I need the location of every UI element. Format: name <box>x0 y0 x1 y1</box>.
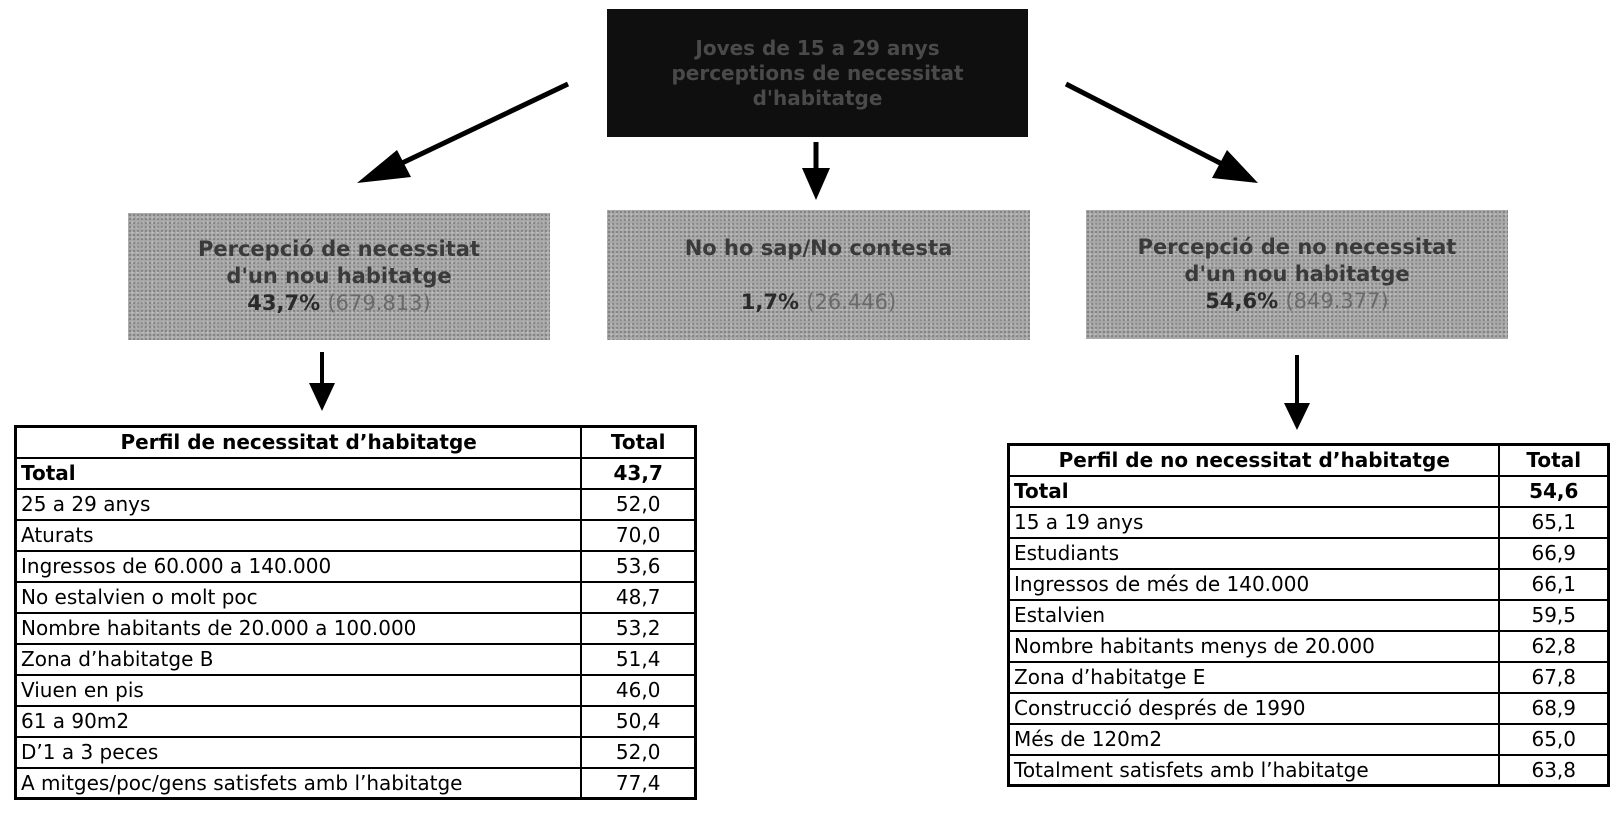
root-node-line: Joves de 15 a 29 anys <box>695 35 940 60</box>
table-row <box>1009 631 1609 662</box>
root-node-line: d'habitatge <box>752 85 883 110</box>
row-value: 59,5 <box>1499 600 1608 631</box>
table-total-row <box>16 458 696 489</box>
row-label: A mitges/poc/gens satisfets amb l’habitatge <box>16 768 582 799</box>
table-row <box>16 551 696 582</box>
arrow-to-left-box <box>357 84 568 183</box>
table-row <box>16 613 696 644</box>
row-label: Zona d’habitatge E <box>1009 662 1500 693</box>
table-row <box>16 582 696 613</box>
row-label: Nombre habitants menys de 20.000 <box>1009 631 1500 662</box>
no-answer-box <box>607 210 1030 340</box>
row-value: 68,9 <box>1499 693 1608 724</box>
no-answer-title: No ho sap/No contesta <box>684 235 953 260</box>
table-row <box>1009 507 1609 538</box>
row-label: D’1 a 3 peces <box>16 737 582 768</box>
row-label: Ingressos de 60.000 a 140.000 <box>16 551 582 582</box>
table-row <box>1009 693 1609 724</box>
row-value: 77,4 <box>581 768 695 799</box>
table-row <box>1009 724 1609 755</box>
no-answer-count: (26.446) <box>806 289 897 314</box>
row-value: 66,9 <box>1499 538 1608 569</box>
table-row <box>16 706 696 737</box>
row-value: 70,0 <box>581 520 695 551</box>
row-label: 25 a 29 anys <box>16 489 582 520</box>
table-row <box>16 520 696 551</box>
row-value: 48,7 <box>581 582 695 613</box>
arrow-to-center-box <box>802 142 830 200</box>
row-label: Més de 120m2 <box>1009 724 1500 755</box>
total-value: 43,7 <box>581 458 695 489</box>
table-row <box>1009 538 1609 569</box>
need-count: (679.813) <box>327 291 431 315</box>
no-need-perception-value <box>1205 288 1388 315</box>
table-row <box>1009 755 1609 786</box>
table-row <box>1009 569 1609 600</box>
arrow-to-right-box <box>1066 84 1258 183</box>
row-value: 67,8 <box>1499 662 1608 693</box>
row-value: 66,1 <box>1499 569 1608 600</box>
row-value: 52,0 <box>581 489 695 520</box>
no-answer-percentage: 1,7% <box>740 289 800 314</box>
arrow-to-right-table <box>1284 355 1310 430</box>
column-header-total: Total <box>1499 445 1608 476</box>
row-label: Viuen en pis <box>16 675 582 706</box>
need-perception-box <box>128 213 550 340</box>
need-perception-title: Percepció de necessitat <box>197 237 480 261</box>
table-row <box>16 737 696 768</box>
row-value: 46,0 <box>581 675 695 706</box>
table-header-row <box>16 427 696 458</box>
row-value: 52,0 <box>581 737 695 768</box>
root-node-line: perceptions de necessitat <box>671 60 964 85</box>
arrow-to-left-table <box>309 352 335 411</box>
no-need-count: (849.377) <box>1285 289 1389 313</box>
table-row <box>16 489 696 520</box>
row-value: 53,6 <box>581 551 695 582</box>
column-header-total: Total <box>581 427 695 458</box>
no-need-percentage: 54,6% <box>1205 289 1279 313</box>
row-label: 61 a 90m2 <box>16 706 582 737</box>
table-total-row <box>1009 476 1609 507</box>
table-row <box>1009 600 1609 631</box>
row-label: Aturats <box>16 520 582 551</box>
row-value: 62,8 <box>1499 631 1608 662</box>
need-perception-subtitle: d'un nou habitatge <box>226 264 452 288</box>
total-value: 54,6 <box>1499 476 1608 507</box>
table-header-row <box>1009 445 1609 476</box>
no-answer-value <box>741 289 896 316</box>
column-header-profile: Perfil de no necessitat d’habitatge <box>1009 445 1500 476</box>
table-row <box>1009 662 1609 693</box>
row-value: 65,0 <box>1499 724 1608 755</box>
no-need-perception-subtitle: d'un nou habitatge <box>1184 262 1410 286</box>
row-value: 50,4 <box>581 706 695 737</box>
row-label: Estudiants <box>1009 538 1500 569</box>
no-need-perception-title: Percepció de no necessitat <box>1137 235 1457 259</box>
total-label: Total <box>1009 476 1500 507</box>
row-label: Nombre habitants de 20.000 a 100.000 <box>16 613 582 644</box>
need-percentage: 43,7% <box>247 291 321 315</box>
table-row <box>16 768 696 799</box>
row-value: 63,8 <box>1499 755 1608 786</box>
row-value: 65,1 <box>1499 507 1608 538</box>
row-label: Totalment satisfets amb l’habitatge <box>1009 755 1500 786</box>
row-label: No estalvien o molt poc <box>16 582 582 613</box>
row-label: Estalvien <box>1009 600 1500 631</box>
row-value: 51,4 <box>581 644 695 675</box>
table-row <box>16 644 696 675</box>
total-label: Total <box>16 458 582 489</box>
row-label: 15 a 19 anys <box>1009 507 1500 538</box>
row-label: Ingressos de més de 140.000 <box>1009 569 1500 600</box>
table-row <box>16 675 696 706</box>
root-node-box <box>607 9 1028 137</box>
row-label: Zona d’habitatge B <box>16 644 582 675</box>
row-label: Construcció després de 1990 <box>1009 693 1500 724</box>
need-perception-value <box>247 290 430 317</box>
need-profile-table <box>14 425 697 800</box>
row-value: 53,2 <box>581 613 695 644</box>
no-need-perception-box <box>1086 210 1508 339</box>
no-need-profile-table <box>1007 443 1610 787</box>
column-header-profile: Perfil de necessitat d’habitatge <box>16 427 582 458</box>
